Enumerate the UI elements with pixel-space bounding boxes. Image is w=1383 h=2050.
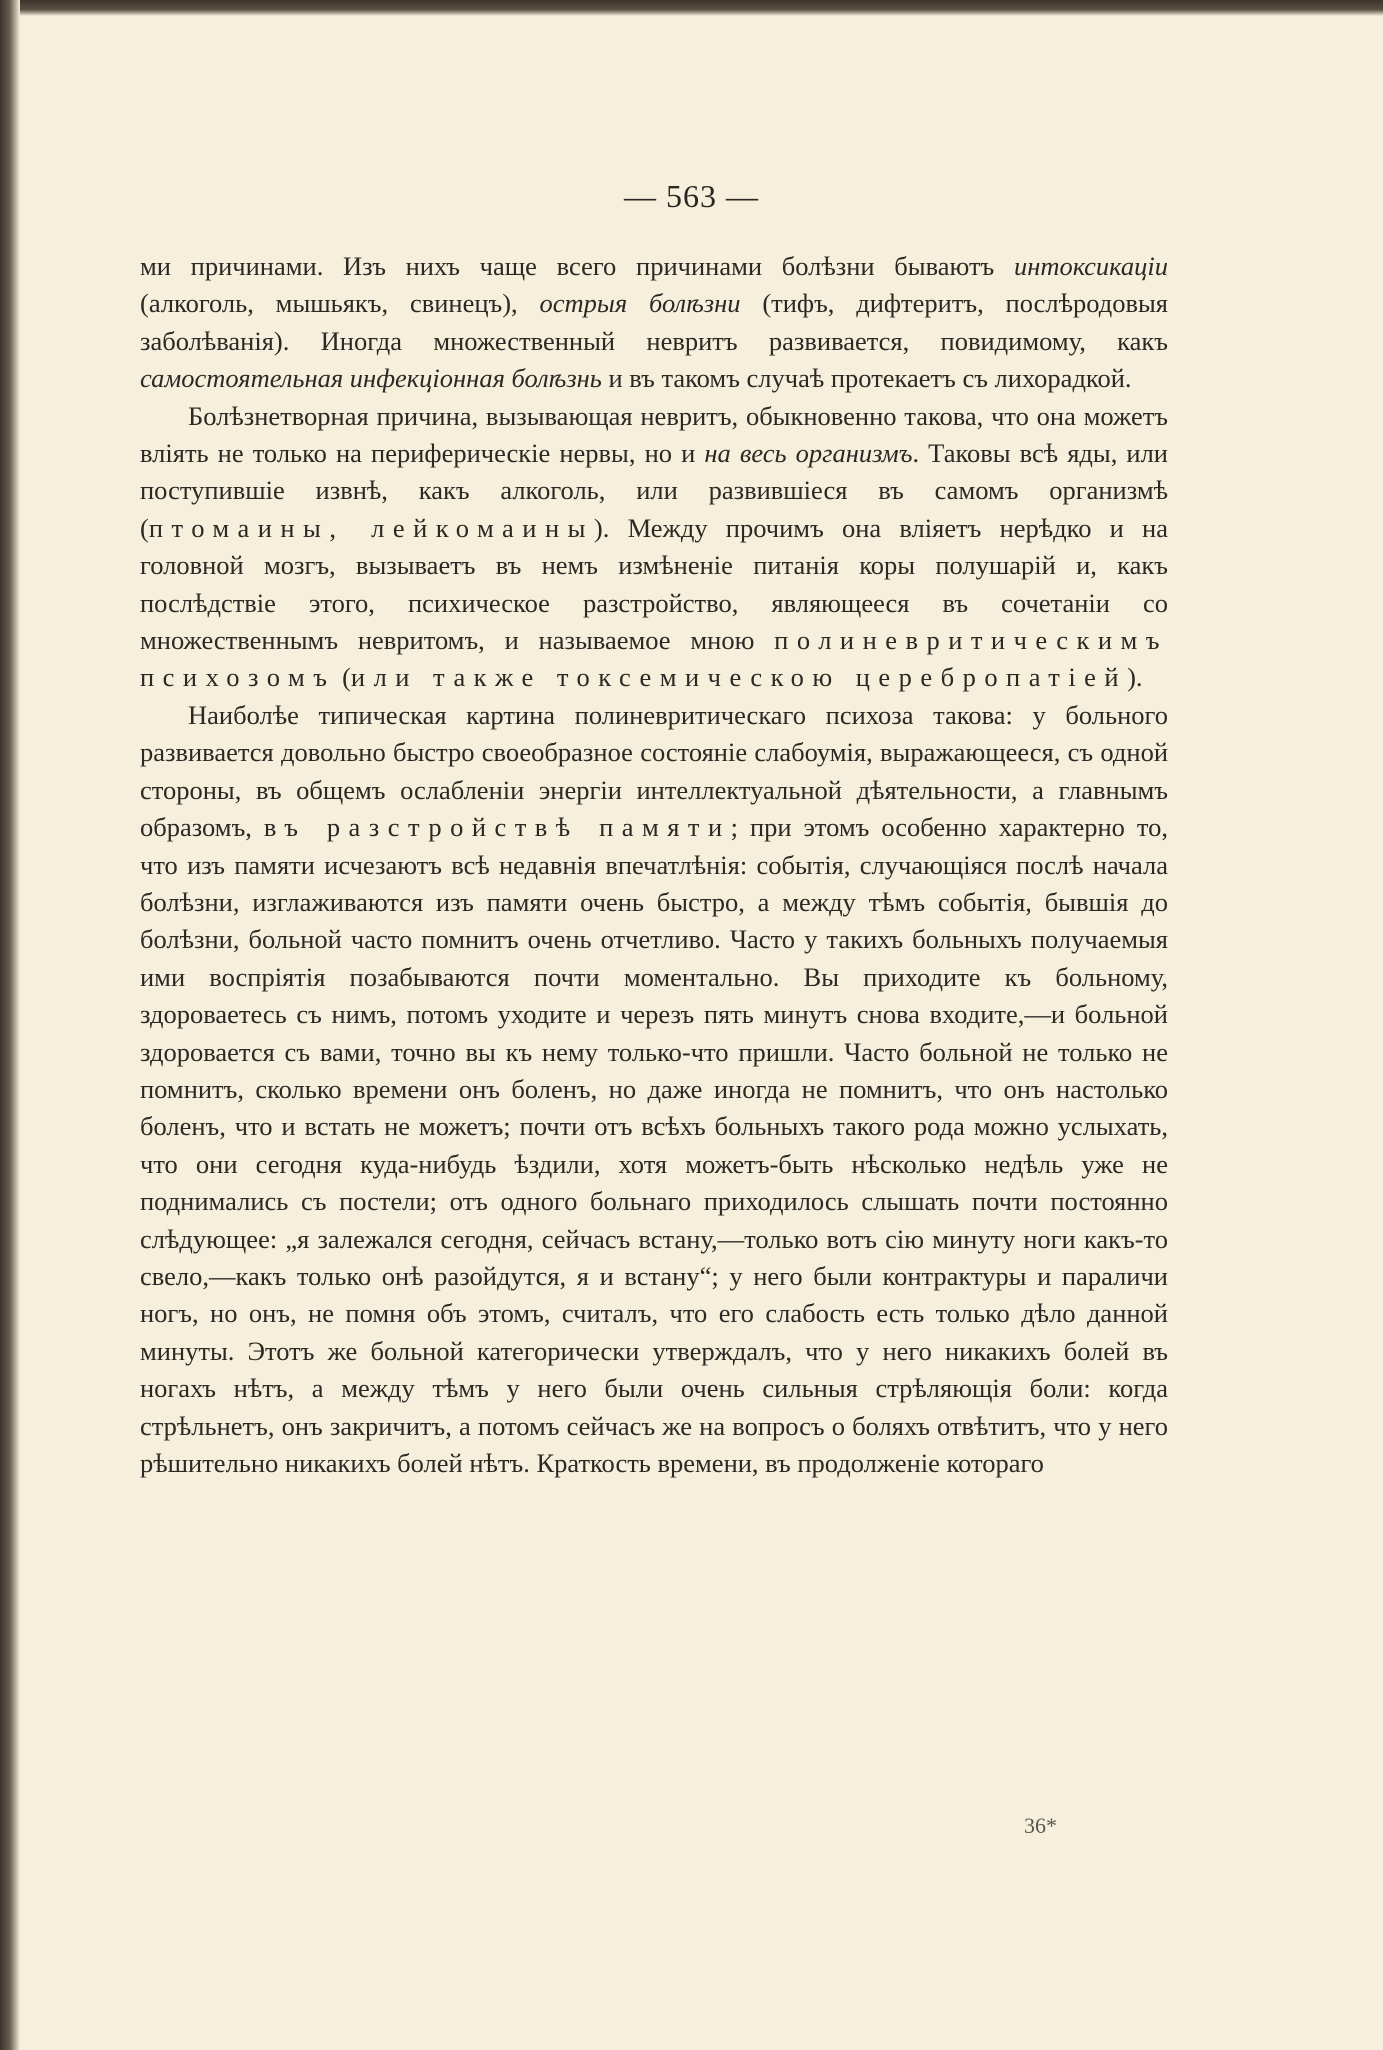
- page-left-edge: [0, 0, 20, 2050]
- spaced-emphasis-text: птомаины, лейкомаины: [148, 512, 594, 543]
- text-run: и въ такомъ случаѣ протекаетъ съ лихорадкой.: [601, 363, 1132, 394]
- spaced-emphasis-text: въ разстройствѣ памяти: [263, 812, 731, 843]
- italic-text: интоксикаціи: [1013, 251, 1168, 281]
- text-run: Наиболѣе типическая картина полиневритическаго психоза такова: у больного развивается довольно быстро своеобразное состояніе слабоумія, выражающееся, съ одной стороны, въ общемъ ослабленіи энергіи интеллектуальной дѣятельности, а главнымъ образомъ,: [140, 699, 1168, 843]
- spaced-emphasis-text: или также токсемическою церебропатіей: [350, 662, 1128, 693]
- body-text: [140, 248, 1168, 1482]
- italic-text: самостоятельная инфекціонная болѣзнь: [140, 363, 602, 394]
- spaced-emphasis-text: полиневритическимъ психозомъ: [140, 625, 1168, 693]
- text-run: Болѣзнетворная причина, вызывающая невритъ, обыкновенно такова, что она можетъ вліять не только на периферическіе нервы, но и: [140, 400, 1168, 469]
- paragraph: [140, 248, 1168, 398]
- text-run: ). Между прочимъ она вліяетъ нерѣдко и на головной мозгъ, вызываетъ въ немъ измѣненіе питанія коры полушарій и, какъ послѣдствіе этого, психическое разстройство, являющееся въ сочетаніи со множественнымъ невритомъ, и называемое мною: [140, 512, 1168, 656]
- text-run: (: [335, 662, 351, 693]
- italic-text: острыя болѣзни: [539, 288, 741, 319]
- paragraph: [140, 697, 1168, 1483]
- text-run: ).: [1127, 662, 1143, 693]
- text-run: . Таковы всѣ яды, или поступившіе извнѣ, какъ алкоголь, или развившіеся въ самомъ организмѣ (: [140, 438, 1168, 543]
- italic-text: на весь организмъ: [704, 438, 913, 469]
- page-top-edge: [0, 0, 1383, 16]
- text-run: ми причинами. Изъ нихъ чаще всего причинами болѣзни бываютъ: [140, 251, 1014, 281]
- paragraph: [140, 398, 1168, 697]
- page-number: — 563 —: [624, 178, 759, 214]
- text-run: (тифъ, дифтеритъ, послѣродовыя заболѣванія). Иногда множественный невритъ развивается, повидимому, какъ: [140, 288, 1168, 356]
- signature-mark: 36*: [1024, 1813, 1057, 1838]
- text-run: (алкоголь, мышьякъ, свинецъ),: [140, 288, 540, 319]
- text-run: ; при этомъ особенно характерно то, что изъ памяти исчезаютъ всѣ недавнія впечатлѣнія: событія, случающіяся послѣ начала болѣзни, изглаживаются изъ памяти очень быстро, а между тѣмъ событія, бывшія до болѣзни, больной часто помнитъ очень отчетливо. Часто у такихъ больныхъ получаемыя ими воспріятія позабываются почти моментально. Вы приходите къ больному, здороваетесь съ нимъ, потомъ уходите и черезъ пять минутъ снова входите,—и больной здоровается съ вами, точно вы къ нему только-что пришли. Часто больной не только не помнитъ, сколько времени онъ боленъ, но даже иногда не помнитъ, что онъ настолько боленъ, что и встать не можетъ; почти отъ всѣхъ больныхъ такого рода можно услыхать, что они сегодня куда-нибудь ѣздили, хотя можетъ-быть нѣсколько недѣль уже не поднимались съ постели; отъ одного больнаго приходилось слышать почти постоянно слѣдующее: „я залежался сегодня, сейчасъ встану,—только вотъ сію минуту ноги какъ-то свело,—какъ только онѣ разойдутся, я и встану“; у него были контрактуры и параличи ногъ, но онъ, не помня объ этомъ, считалъ, что его слабость есть только дѣло данной минуты. Этотъ же больной категорически утверждалъ, что у него никакихъ болей въ ногахъ нѣтъ, а между тѣмъ у него были очень сильныя стрѣляющія боли: когда стрѣльнетъ, онъ закричитъ, а потомъ сейчасъ же на вопросъ о боляхъ отвѣтитъ, что у него рѣшительно никакихъ болей нѣтъ. Краткость времени, въ продолженіе котораго: [140, 812, 1168, 1478]
